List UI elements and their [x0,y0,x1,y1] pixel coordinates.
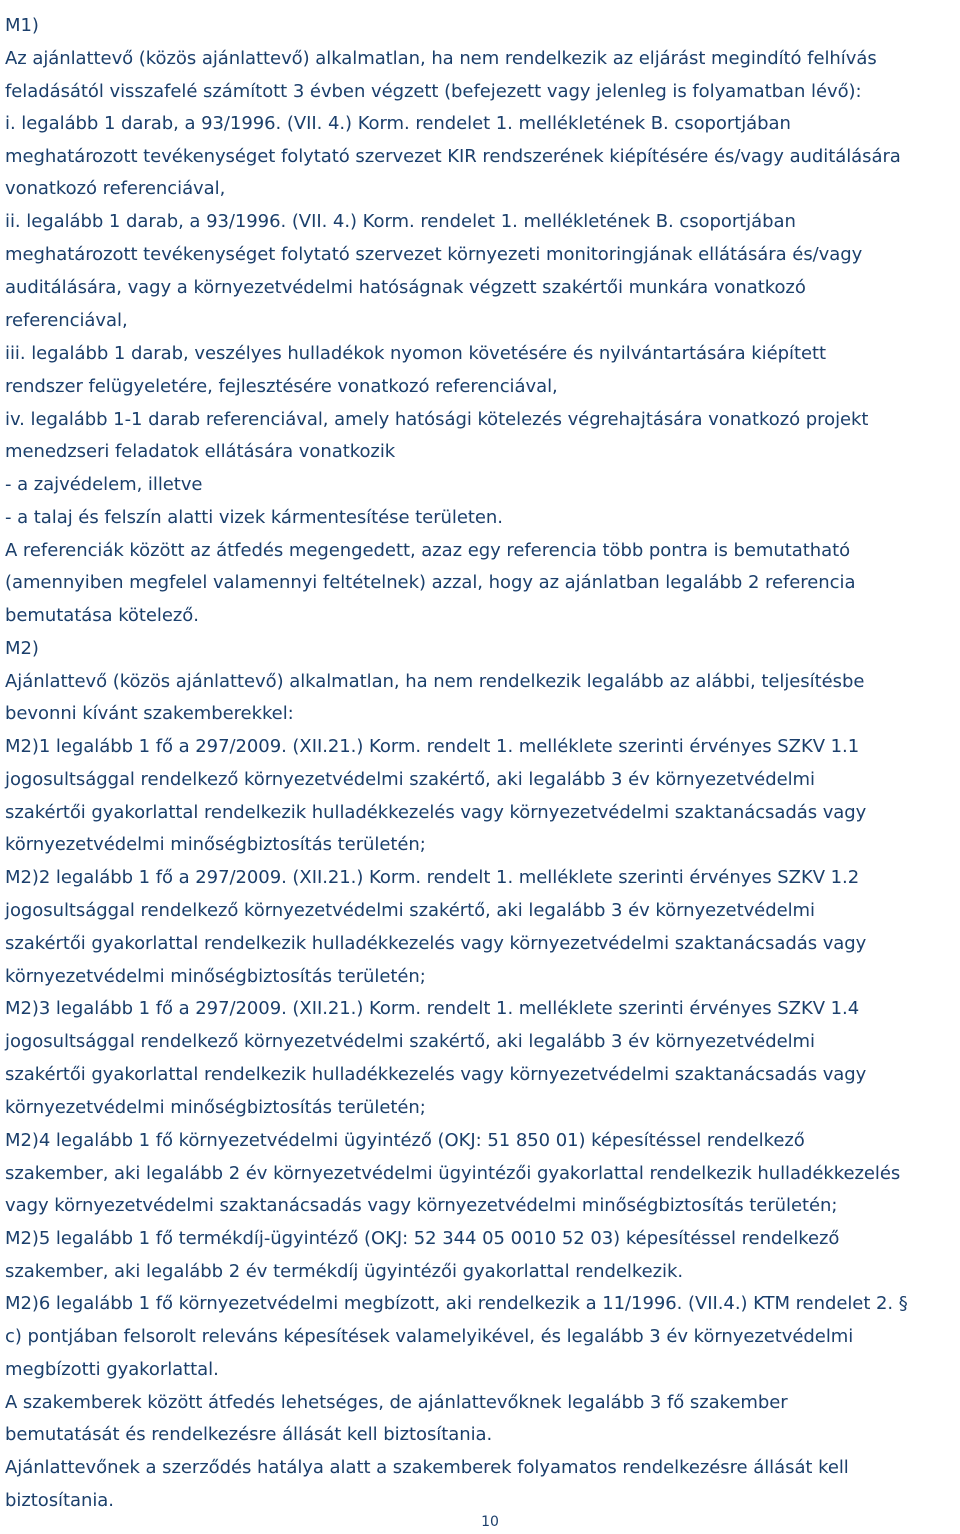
text-line: szakértői gyakorlattal rendelkezik hulladékkezelés vagy környezetvédelmi szaktanácsadás vagy [5,802,867,823]
text-line: Ajánlattevő (közös ajánlattevő) alkalmatlan, ha nem rendelkezik legalább az alábbi, teljesítésbe [5,671,865,692]
text-line: A referenciák között az átfedés megengedett, azaz egy referencia több pontra is bemutatható [5,540,851,561]
text-line: környezetvédelmi minőségbiztosítás területén; [5,834,426,855]
text-line: megbízotti gyakorlattal. [5,1359,219,1380]
text-line: menedzseri feladatok ellátására vonatkozik [5,441,396,462]
text-line: rendszer felügyeletére, fejlesztésére vonatkozó referenciával, [5,376,558,397]
text-line: Az ajánlattevő (közös ajánlattevő) alkalmatlan, ha nem rendelkezik az eljárást megindító felhívás [5,48,877,69]
text-line: M2)6 legalább 1 fő környezetvédelmi megbízott, aki rendelkezik a 11/1996. (VII.4.) KTM rendelet 2. § [5,1293,908,1314]
text-line: M2)5 legalább 1 fő termékdíj-ügyintéző (OKJ: 52 344 05 0010 52 03) képesítéssel rendelkező [5,1228,840,1249]
text-line: bemutatását és rendelkezésre állását kell biztosítania. [5,1424,493,1445]
text-line: bemutatása kötelező. [5,605,199,626]
text-line: vagy környezetvédelmi szaktanácsadás vagy környezetvédelmi minőségbiztosítás területén; [5,1195,838,1216]
text-line: meghatározott tevékenységet folytató szervezet KIR rendszerének kiépítésére és/vagy auditálására [5,146,901,167]
text-line: feladásától visszafelé számított 3 évben végzett (befejezett vagy jelenleg is folyamatban lévő): [5,81,862,102]
text-line: környezetvédelmi minőségbiztosítás területén; [5,966,426,987]
text-line: auditálására, vagy a környezetvédelmi hatóságnak végzett szakértői munkára vonatkozó [5,277,806,298]
text-line: M2)2 legalább 1 fő a 297/2009. (XII.21.) Korm. rendelt 1. melléklete szerinti érvényes SZKV 1.2 [5,867,860,888]
text-line: M1) [5,15,39,36]
text-line: M2)4 legalább 1 fő környezetvédelmi ügyintéző (OKJ: 51 850 01) képesítéssel rendelkező [5,1130,805,1151]
text-line: Ajánlattevőnek a szerződés hatálya alatt a szakemberek folyamatos rendelkezésre állását kell [5,1457,849,1478]
text-line: iv. legalább 1-1 darab referenciával, amely hatósági kötelezés végrehajtására vonatkozó projekt [5,409,869,430]
text-line: szakértői gyakorlattal rendelkezik hulladékkezelés vagy környezetvédelmi szaktanácsadás vagy [5,933,867,954]
text-line: vonatkozó referenciával, [5,178,226,199]
text-line: jogosultsággal rendelkező környezetvédelmi szakértő, aki legalább 3 év környezetvédelmi [5,1031,815,1052]
text-line: környezetvédelmi minőségbiztosítás területén; [5,1097,426,1118]
text-line: A szakemberek között átfedés lehetséges, de ajánlattevőknek legalább 3 fő szakember [5,1392,788,1413]
text-line: - a zajvédelem, illetve [5,474,203,495]
text-line: bevonni kívánt szakemberekkel: [5,703,294,724]
text-line: szakember, aki legalább 2 év környezetvédelmi ügyintézői gyakorlattal rendelkezik hulladékkezelés [5,1163,901,1184]
text-line: (amennyiben megfelel valamennyi feltételnek) azzal, hogy az ajánlatban legalább 2 referencia [5,572,856,593]
text-line: szakember, aki legalább 2 év termékdíj ügyintézői gyakorlattal rendelkezik. [5,1261,684,1282]
text-line: meghatározott tevékenységet folytató szervezet környezeti monitoringjának ellátására és/vagy [5,244,863,265]
text-line: - a talaj és felszín alatti vizek kármentesítése területen. [5,507,503,528]
text-line: biztosítania. [5,1490,114,1511]
text-line: M2) [5,638,39,659]
text-line: M2)3 legalább 1 fő a 297/2009. (XII.21.) Korm. rendelt 1. melléklete szerinti érvényes SZKV 1.4 [5,998,860,1019]
text-line: jogosultsággal rendelkező környezetvédelmi szakértő, aki legalább 3 év környezetvédelmi [5,769,815,790]
text-line: c) pontjában felsorolt releváns képesítések valamelyikével, és legalább 3 év környezetvédelmi [5,1326,854,1347]
text-line: jogosultsággal rendelkező környezetvédelmi szakértő, aki legalább 3 év környezetvédelmi [5,900,815,921]
page-number: 10 [481,1514,499,1530]
text-line: ii. legalább 1 darab, a 93/1996. (VII. 4.) Korm. rendelet 1. mellékletének B. csoportjában [5,211,796,232]
text-line: i. legalább 1 darab, a 93/1996. (VII. 4.) Korm. rendelet 1. mellékletének B. csoportjában [5,113,791,134]
text-line: szakértői gyakorlattal rendelkezik hulladékkezelés vagy környezetvédelmi szaktanácsadás vagy [5,1064,867,1085]
text-line: referenciával, [5,310,128,331]
text-line: iii. legalább 1 darab, veszélyes hulladékok nyomon követésére és nyilvántartására kiépített [5,343,826,364]
text-line: M2)1 legalább 1 fő a 297/2009. (XII.21.) Korm. rendelt 1. melléklete szerinti érvényes SZKV 1.1 [5,736,860,757]
